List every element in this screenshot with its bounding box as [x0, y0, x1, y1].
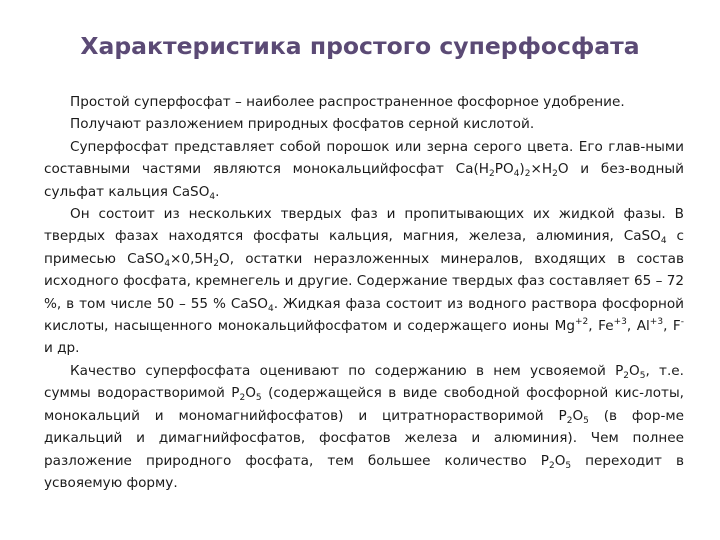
p5-text-5: (содержащейся в виде свободной фосфорной кис-лоты, монокальций и мономагнийфосфатов) и цитратнорастворимой P [44, 385, 684, 424]
paragraph-3 [44, 136, 684, 203]
p3-text-6: . [215, 183, 220, 200]
slide-title: Характеристика простого суперфосфата [80, 32, 640, 60]
p5-sub-1: 2 [623, 370, 630, 381]
p4-text-4: O, остатки неразложенных минералов, входящих в состав исходного фосфата, кремнегель и другие. Содержание твердых фаз составляет 65 – 72 %, в том числе 50 – 55 % CaSO [44, 250, 684, 312]
p3-sub-1: 2 [489, 169, 495, 180]
p4-text-7: , Al [626, 318, 650, 335]
p3-text-4: ×H [530, 161, 553, 178]
p3-text-1: Суперфосфат представляет собой порошок или зерна серого цвета. Его глав-ными составными частями являются монокальцийфосфат Ca(H [44, 138, 684, 178]
paragraph-4 [44, 203, 684, 360]
paragraph-5 [44, 360, 684, 494]
p3-sub-2: 4 [513, 169, 520, 180]
p3-text-5: O и без-водный сульфат кальция CaSO [44, 161, 684, 200]
p5-text-2: O [629, 362, 640, 379]
p4-text-9: и др. [44, 340, 80, 357]
p5-text-9: переходит в усвояемую форму. [44, 452, 684, 491]
p5-sub-6: 5 [583, 415, 589, 426]
p4-text-8: , F [663, 318, 681, 335]
p5-sub-2: 5 [639, 370, 646, 381]
p4-text-1: Он состоит из нескольких твердых фаз и пропитывающих их жидкой фазы. В твердых фазах находятся фосфаты кальция, магния, железа, алюминия, CaSO [44, 206, 684, 245]
p5-text-6: O [572, 407, 584, 424]
p4-sub-2: 4 [164, 258, 171, 269]
p5-text-4: O [245, 385, 256, 402]
p5-sub-5: 2 [566, 415, 573, 426]
p3-sub-3: 2 [524, 169, 531, 180]
p3-sub-4: 2 [552, 169, 558, 180]
p4-sub-1: 4 [660, 236, 667, 247]
p5-text-8: O [554, 452, 566, 469]
paragraph-1: Простой суперфосфат – наиболее распространенное фосфорное удобрение. [70, 94, 625, 110]
slide-body [44, 91, 684, 494]
p4-sub-4: 4 [267, 303, 274, 314]
p5-sub-3: 2 [239, 393, 246, 404]
p4-text-6: , Fe [588, 318, 614, 335]
p5-text-7: (в фор-ме дикальций и димагнийфосфатов, фосфатов железа и алюминия). Чем полнее разложение природного фосфата, тем большее количество P [44, 407, 684, 469]
p4-sub-3: 2 [213, 258, 220, 269]
p5-text-3: , т.е. суммы водорастворимой P [44, 362, 684, 402]
p3-text-3: ) [519, 161, 525, 178]
p4-text-2: с примесью CaSO [44, 228, 684, 267]
p5-sub-4: 5 [255, 393, 262, 404]
p4-sup-4: - [680, 317, 684, 328]
p4-text-3: ×0,5H [170, 250, 214, 267]
paragraph-2: Получают разложением природных фосфатов серной кислотой. [70, 116, 535, 133]
p4-text-5: . Жидкая фаза состоит из водного раствора фосфорной кислоты, насыщенного монокальцийфосфатом и содержащего ионы Mg [44, 295, 684, 335]
p4-sup-1: +2 [574, 317, 589, 328]
p4-sup-3: +3 [649, 317, 664, 328]
p3-text-2: PO [494, 161, 514, 178]
p5-sub-8: 5 [565, 460, 572, 471]
p4-sup-2: +3 [613, 317, 627, 328]
p5-text-1: Качество суперфосфата оценивают по содержанию в нем усвояемой P [70, 362, 624, 379]
p5-sub-7: 2 [548, 460, 555, 471]
p3-sub-5: 4 [209, 191, 216, 202]
